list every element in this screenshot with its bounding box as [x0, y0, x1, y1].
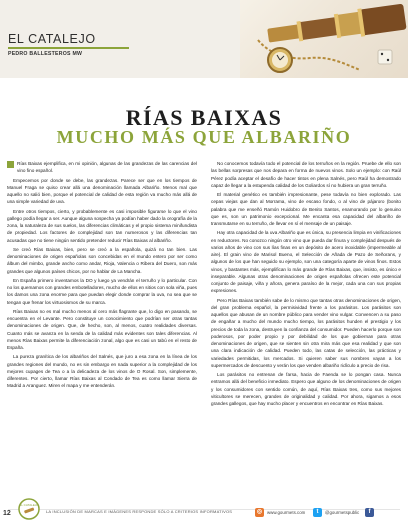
paragraph: Entre otros tiempos, cierto, y probablemente es casi imposible figurarse lo que el vino gallego podía llegar a ser. Aunque alguna sospecha ya podían haber dado la orografía de la zona, la naturaleza de sus suelos, las diferencias climáticas y el propio sistema minifundista de propiedad. Los factores de complejidad son tan numerosos y las diferencias tan acusadas que no tiene ningún sentido pretender reducir Rías Baixas al albariño.: [7, 208, 197, 243]
paragraph-text: Rías Baixas ejemplifica, en mi opinión, algunas de las grandezas de las carencias del vino fino español.: [17, 161, 197, 174]
article-title: RÍAS BAIXAS: [125, 105, 283, 130]
twitter-icon: t: [313, 508, 322, 517]
paragraph: Se creó Rías Baixas, bien, pero se creó a la española, quizá no tan bien. Las denominaciones de origen españolas son concebidas en el mundo entero por ser como álbum del mimbo, grande ancho como andar, Rioja, Valencia o Ribera del Duero, son más grandes que algunos países chicos, por no hablar de La Mancha.: [7, 246, 197, 274]
paragraph: [7, 160, 197, 175]
badge-text: EL CATALEJO: [19, 503, 39, 507]
paragraph: En España primero inventamos la DO y luego ya vendrán el terruño y lo particular. Con no los quemamos con grandes embotelladores, mucho de ellos en sitios con sola viña, pues los damos una zona enorme para que puedan elegir donde comprar la uva, no sea que se tengan que frenar los virtuosismos de su marca.: [7, 277, 197, 305]
paragraph: Pero Rías Baixas también sabe de lo mismo que tantas otras denominaciones de origen, del gran problema español, la permisividad frente a los parásitos. Los parásitos son aquellos que abusan de un nombre público para vender vino vulgar. Convencen a su paso de engañar a mucho del mundo mucho tiempo, los parásitos hunden el prestigio y los precios de toda la zona, destruyen la confianza del consumidor. Pueden hacerlo porque son poderosos, por poder propio y por debilidad de los que gobiernan para otras denominaciones de origen, que se sienten sin otra mira más que esa realidad y que son una clara indicación de calidad. Pueden todo, las catas de selección, las prácticas y variedades permitidas, los mercados. Si quieren saber sus nombres vayan a los supermercados de descuento y verán los que venden albariño ridículo a precio de risa.: [211, 297, 401, 368]
spyglass-illustration: [240, 0, 408, 78]
facebook-link[interactable]: [365, 507, 374, 517]
article-body: [7, 160, 401, 409]
twitter-link[interactable]: [313, 507, 359, 517]
paragraph: Rías Baixas no es mal mucho menos al cero más flagrante que, lo digo en pasando, se encuentra en el Levante. Pero constituye un conocimiento que podrían ser otras tantas denominaciones de origen. Que, de hecho, son, al menos, cuatro realidades diversas. Cuanto más se avanza en la senda de la calidad más evidentes son tales diferencias. Al menos Rías Baixas permite la diferenciación zonal, algo que es casi un tabú en el resto de España.: [7, 308, 197, 350]
paragraph: No conocemos todavía todo el potencial de los terruños en la región. Pruebe de ello son las bellas sorpresas que nos depara en forma de nuevos vinos. Solo un ejemplo: con Raúl Pérez podía aceptar el desafío de hacer tintos en plena Salnés, pero Raúl ha demostrado capaz de llegar a la estupenda calidad de los Goliardos sí no hubiera un gran terruño.: [211, 161, 401, 188]
spyglass-photo: [240, 0, 408, 78]
article-subtitle: MUCHO MÁS QUE ALBARIÑO: [56, 127, 352, 147]
column-left: [7, 160, 197, 409]
header-banner: [0, 0, 408, 78]
page-number: 12: [3, 510, 11, 517]
paragraph: El material genético es también impresionante, pese todavía no bien explorado. Las cepas viejas que dan al Morrama, vino de escaso fondo, o al vino de pájaroro (bonito palabra que me enseñó Ramón Huidobro de Benito Santos, enamorando por lo genuino que es, son un patrimonio excepcional. Me encanta esa capacidad del albariño de transmutarse en su terruño, de llevar en sí el mensaje de un paisaje.: [211, 192, 401, 226]
paragraph: Los parásitos no entrenan de farsa, hacia de Faenda se lo pongan casa. Nunca entramos allá del beneficio inmediato. Espero que alguno de los denominaciones de origen y los consumidores con sentido común, de aquí, Rías Baixas tres, como sus mejores viticultores se merecen, grandes de originalidad y calidad. Por ahora, sigamos a esos grandes gallegos, que hay mucho placer y encuentros en encontrar en Rías Baixas.: [211, 372, 401, 406]
website-text: www.gourmets.com: [267, 509, 306, 515]
website-link[interactable]: [255, 507, 305, 517]
column-right: [211, 160, 401, 409]
facebook-icon: f: [365, 508, 374, 517]
disclaimer-text: LA INCLUSIÓN DE MARCAS E IMÁGENES RESPONDE SÓLO A CRITERIOS INFORMATIVOS: [46, 509, 233, 514]
section-title: EL CATALEJO: [8, 32, 96, 46]
web-icon: ◎: [256, 508, 263, 515]
paragraph: La pureza granítica de los albariños del Salnés, que juro a esa zona en la línea de los grandes regiones del mundo, no es sin embargo en nada superior a la complejidad de los mejores cupages de Tea o a la delicadeza de los vinos de O Rosal. Son, simplemente, diferentes. Por cierto, llamar Rías Baixas al Condado de Tea es como llamar Sierra de Madrid a Aranguez. Miren el mapa y me entenderán.: [7, 354, 197, 389]
twitter-text: @gourmetspublic: [325, 509, 360, 515]
author-name: PEDRO BALLESTEROS MW: [8, 51, 83, 57]
paragraph: Hay otra capacidad de la uva Albariño que es única, su presencia limpia en vinificaciones en reductores. No conozco ningún otro vino que pueda dar finura y complejidad después de varios años de vino con sus lías finas en un depósito de acero inoxidable (impermeable al aire). El grain vino de Marisol Bueno, el Selección de Añada de Pazo de Señorans, y algunos de los que han seguido su ejemplo, son una categoría aparte de vinos finos. Estos vinos, y bastantes más, ejemplifican lo más grande de Rías Baixas, que, insisto, es único e inseparable. Algunas otras denominaciones de origen españolas ofrecen este potencial conjunto de paisaje, viña y añora, genera paraíso de la mejor, cada una con sus propias expresiones.: [211, 230, 401, 294]
paragraph: Empecemos por donde se debe, las grandezas. Parece ser que en los tiempos de Manuel Fraga se quiso crear allá una denominación llamada Albariño. Menos mal que aquello no salió bien, porque el potencial de calidad de esta región va mucho más allá de una simple variedad de uva.: [7, 177, 197, 205]
section-underline: [8, 47, 129, 49]
dropcap-square: [7, 161, 14, 168]
catalejo-badge-icon: [18, 498, 40, 520]
